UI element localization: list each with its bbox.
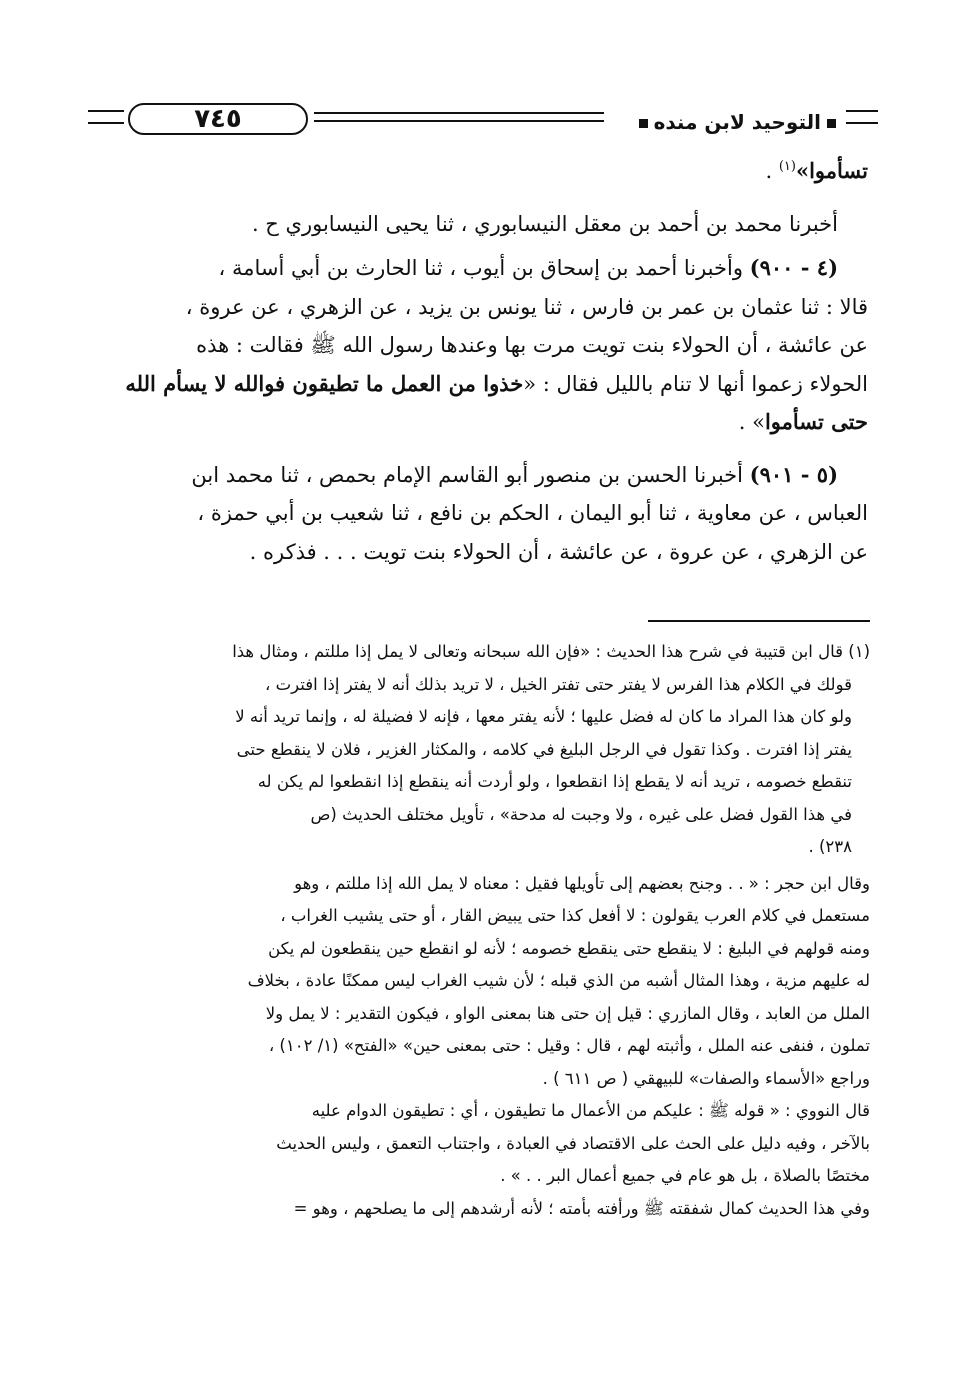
footnote-line: ولو كان هذا المراد ما كان له فضل عليها ؛ لأنه يفتر معها ، فإنه لا فضيلة له ، وإنما تريد أنه لا xyxy=(235,707,852,726)
hadith-number: (٤ - ٩٠٠) xyxy=(749,255,838,280)
header-rule-right-top xyxy=(846,110,878,112)
footnote-line: يفتر إذا افترت . وكذا تقول في الرجل البليغ في كلامه ، والمكثار الغزير ، فلان لا ينقطع حتى xyxy=(236,739,852,759)
footnote-ref: (١) xyxy=(778,159,796,174)
header-rule-right-bottom xyxy=(846,122,878,124)
footnote-line: مختصًا بالصلاة ، بل هو عام في جميع أعمال البر . . » . xyxy=(500,1166,870,1185)
footnote-line: له عليهم مزية ، وهذا المثال أشبه من الذي قبله ؛ لأن شيب الغراب ليس ممكنًا عادة ، بخلاف xyxy=(247,971,870,990)
footnote-separator xyxy=(648,620,870,622)
text-line xyxy=(98,249,868,288)
footnote-line: وراجع «الأسماء والصفات» للبيهقي ( ص ٦١١ ) . xyxy=(542,1068,870,1088)
header-rule-left-bottom xyxy=(88,122,124,124)
book-title-wrapper xyxy=(633,104,842,140)
prophetic-saying: خذوا من العمل ما تطيقون فوالله لا يسأم الله xyxy=(125,370,524,396)
prophetic-saying: حتى تسأموا xyxy=(764,409,868,434)
footnote-line: وفي هذا الحديث كمال شفقته ﷺ ورأفته بأمته ؛ لأنه أرشدهم إلى ما يصلحهم ، وهو = xyxy=(293,1198,870,1218)
footnote-line: ٢٣٨) . xyxy=(808,837,852,856)
footnote-line: بالآخر ، وفيه دليل على الحث على الاقتصاد في العبادة ، واجتناب التعمق ، وليس الحديث xyxy=(276,1133,870,1153)
hadith-ending: تسأموا» xyxy=(795,158,868,183)
hadith-text: الحولاء زعموا أنها لا تنام بالليل فقال : « xyxy=(523,371,868,396)
text-line xyxy=(98,148,868,191)
square-ornament-icon xyxy=(827,119,836,128)
footnote-line: ومنه قولهم في البليغ : لا ينقطع حتى ينقطع خصومه ؛ لأنه لو انقطع حين ينقطعون لم يكن xyxy=(268,938,870,958)
text-line: عن الزهري ، عن عروة ، عن عائشة ، أن الحولاء بنت تويت . . . فذكره . xyxy=(249,539,868,564)
text-line: عن عائشة ، أن الحولاء بنت تويت مرت بها وعندها رسول الله ﷺ فقالت : هذه xyxy=(196,333,868,357)
footnote-line: وقال ابن حجر : « . . وجنح بعضهم إلى تأويلها فقيل : معناه لا يمل الله إذا مللتم ، وهو xyxy=(294,873,870,893)
main-text xyxy=(98,148,868,571)
footnote-line: الملل من العابد ، وقال المازري : قيل إن حتى هنا بمعنى الواو ، فيكون التقدير : لا يمل ولا xyxy=(265,1003,870,1023)
footnote-line: (١) قال ابن قتيبة في شرح هذا الحديث : «فإن الله سبحانه وتعالى لا يمل إذا مللتم ، ومثال هذا xyxy=(232,642,870,661)
footnote-line: قال النووي : « قوله ﷺ : عليكم من الأعمال ما تطيقون ، أي : تطيقون الدوام عليه xyxy=(311,1101,870,1120)
header-rule-middle-bottom xyxy=(314,120,604,122)
running-header xyxy=(88,100,878,144)
text-line: قالا : ثنا عثمان بن عمر بن فارس ، ثنا يونس بن يزيد ، عن الزهري ، عن عروة ، xyxy=(185,294,868,319)
page-number: ٧٤٥ xyxy=(128,103,308,135)
footnote-line: تملون ، فنفى عنه الملل ، وأثبته لهم ، قال : وقيل : حتى بمعنى حين» «الفتح» (١/ ١٠٢) ، xyxy=(268,1036,870,1055)
punctuation: . xyxy=(765,159,779,183)
punctuation: » . xyxy=(738,410,765,434)
hadith-number: (٥ - ٩٠١) xyxy=(749,461,838,487)
hadith-text: أخبرنا الحسن بن منصور أبو القاسم الإمام بحمص ، ثنا محمد ابن xyxy=(191,462,750,487)
hadith-text: وأخبرنا أحمد بن إسحاق بن أيوب ، ثنا الحارث بن أبي أسامة ، xyxy=(218,256,750,280)
footnote-line: في هذا القول فضل على غيره ، ولا وجبت له مدحة» ، تأويل مختلف الحديث (ص xyxy=(310,804,852,824)
header-rule-middle-top xyxy=(314,112,604,114)
text-line xyxy=(98,456,868,495)
square-ornament-icon xyxy=(639,119,648,128)
header-rule-left-top xyxy=(88,110,124,112)
footnotes xyxy=(100,636,870,1225)
book-title: التوحيد لابن منده xyxy=(653,110,821,134)
footnote-line: مستعمل في كلام العرب يقولون : لا أفعل كذا حتى يبيض القار ، أو حتى يشيب الغراب ، xyxy=(280,906,870,925)
text-line: أخبرنا محمد بن أحمد بن معقل النيسابوري ، ثنا يحيى النيسابوري ح . xyxy=(251,211,838,236)
text-line: العباس ، عن معاوية ، ثنا أبو اليمان ، الحكم بن نافع ، ثنا شعيب بن أبي حمزة ، xyxy=(197,501,868,525)
footnote-line: تنقطع خصومه ، تريد أنه لا يقطع إذا انقطعوا ، ولو أردت أنه ينقطع إذا انقطعوا لم يكن له xyxy=(257,772,852,791)
text-line xyxy=(98,365,868,404)
footnote-line: قولك في الكلام هذا الفرس لا يفتر حتى تفتر الخيل ، لا تريد بذلك أنه لا يفتر إذا افترت ، xyxy=(265,674,852,694)
text-line xyxy=(98,403,868,442)
